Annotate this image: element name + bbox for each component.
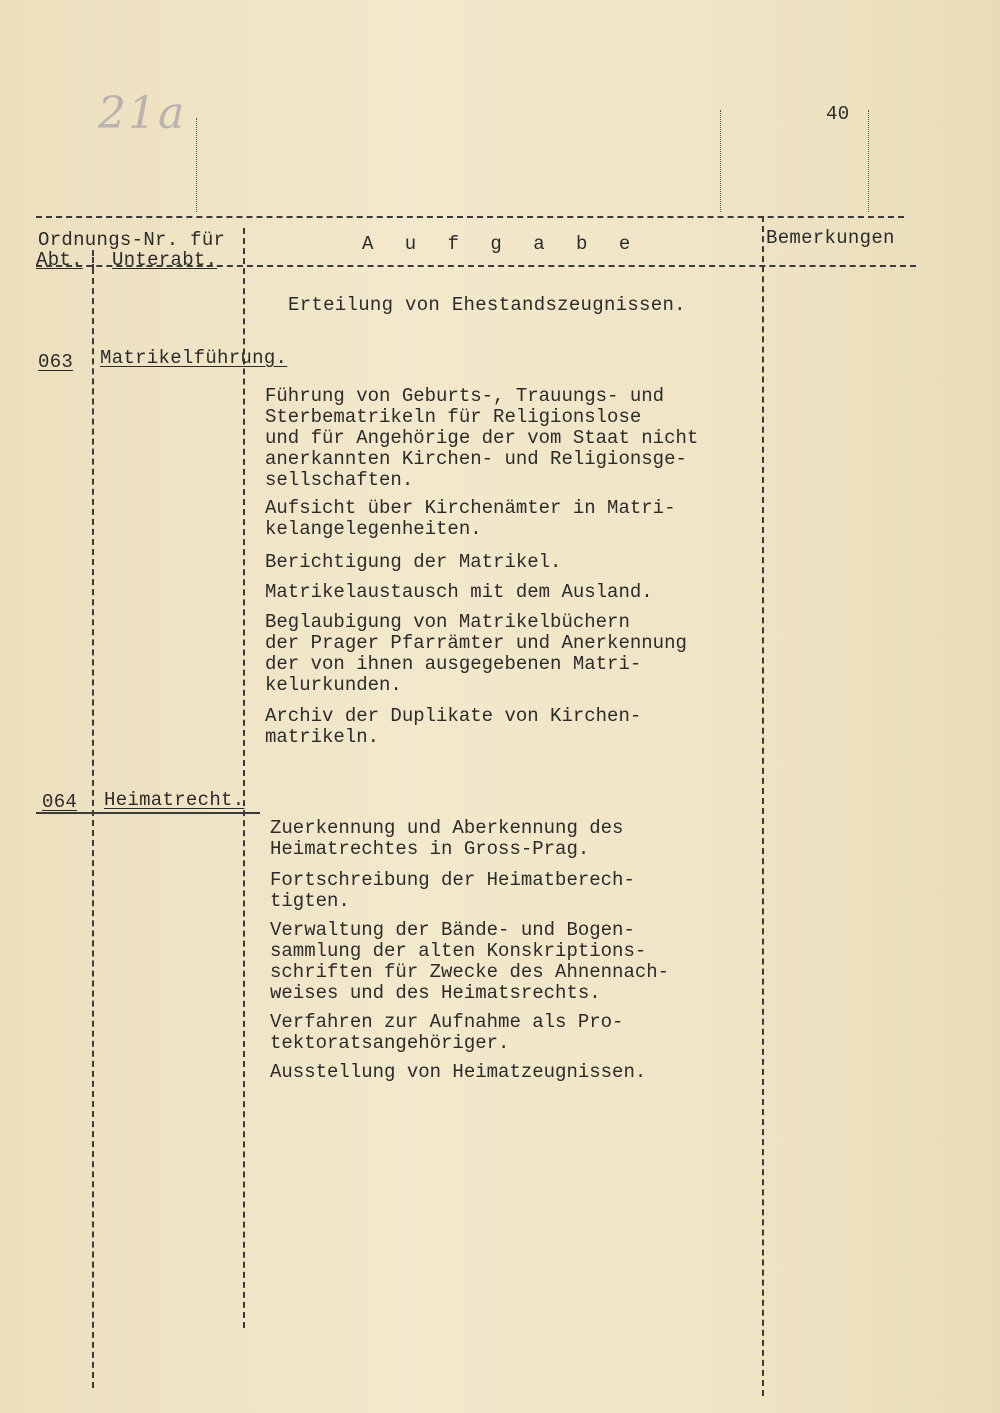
task-line: Sterbematrikeln für Religionslose [265, 406, 642, 428]
task-line: weises und des Heimatsrechts. [270, 982, 601, 1004]
task-line: Matrikelaustausch mit dem Ausland. [265, 581, 653, 603]
task-line: Berichtigung der Matrikel. [265, 551, 562, 573]
guide-line [868, 110, 869, 212]
task-064-4 [270, 1012, 790, 1054]
task-063-5 [265, 612, 785, 696]
task-line: Archiv der Duplikate von Kirchen- [265, 705, 642, 727]
task-line: Fortschreibung der Heimatberech- [270, 869, 635, 891]
section-code-063: 063 [38, 351, 74, 373]
task-064-3 [270, 920, 790, 1004]
task-column-separator [243, 228, 245, 1328]
section-064-rule [36, 812, 260, 814]
task-line: Zuerkennung und Aberkennung des [270, 817, 624, 839]
col-number-unterabt: Unterabt. [112, 249, 218, 271]
task-063-1 [265, 386, 785, 491]
task-063-4 [265, 582, 785, 603]
task-line: Aufsicht über Kirchenämter in Matri- [265, 497, 676, 519]
task-line: der Prager Pfarrämter und Anerkennung [265, 632, 687, 654]
col-remarks-header: Bemerkungen [766, 227, 895, 249]
col-task-header: A u f g a b e [362, 233, 641, 255]
task-064-1 [270, 818, 790, 860]
task-064-5 [270, 1062, 790, 1083]
intro-task: Erteilung von Ehestandszeugnissen. [288, 294, 686, 316]
header-top-rule [36, 216, 904, 218]
guide-line [720, 110, 721, 212]
handwritten-note: 21a [98, 88, 187, 139]
abt-separator [92, 250, 94, 270]
task-line: der von ihnen ausgegebenen Matri- [265, 653, 642, 675]
task-064-2 [270, 870, 790, 912]
guide-line [196, 118, 197, 212]
section-title-064: Heimatrecht. [104, 789, 245, 811]
task-line: schriften für Zwecke des Ahnennach- [270, 961, 670, 983]
task-line: anerkannten Kirchen- und Religionsge- [265, 448, 687, 470]
task-line: Verfahren zur Aufnahme als Pro- [270, 1011, 624, 1033]
task-063-3 [265, 552, 785, 573]
task-line: Beglaubigung von Matrikelbüchern [265, 611, 630, 633]
page-number: 40 [826, 103, 850, 125]
task-line: kelurkunden. [265, 674, 402, 696]
col-number-title: Ordnungs-Nr. für [38, 229, 226, 251]
task-line: matrikeln. [265, 726, 380, 748]
unterabt-column-separator [92, 268, 94, 1388]
task-line: Heimatrechtes in Gross-Prag. [270, 838, 590, 860]
task-line: Verwaltung der Bände- und Bogen- [270, 919, 635, 941]
task-line: Ausstellung von Heimatzeugnissen. [270, 1061, 647, 1083]
section-code-064: 064 [42, 791, 78, 813]
task-line: und für Angehörige der vom Staat nicht [265, 427, 699, 449]
task-line: Führung von Geburts-, Trauungs- und [265, 385, 665, 407]
col-number-abt: Abt. [36, 249, 83, 271]
task-line: tektoratsangehöriger. [270, 1032, 510, 1054]
section-title-063: Matrikelführung. [100, 347, 288, 369]
task-line: sellschaften. [265, 469, 414, 491]
task-line: kelangelegenheiten. [265, 518, 482, 540]
task-063-6 [265, 706, 785, 748]
task-line: tigten. [270, 890, 350, 912]
task-063-2 [265, 498, 785, 540]
task-line: sammlung der alten Konskriptions- [270, 940, 647, 962]
